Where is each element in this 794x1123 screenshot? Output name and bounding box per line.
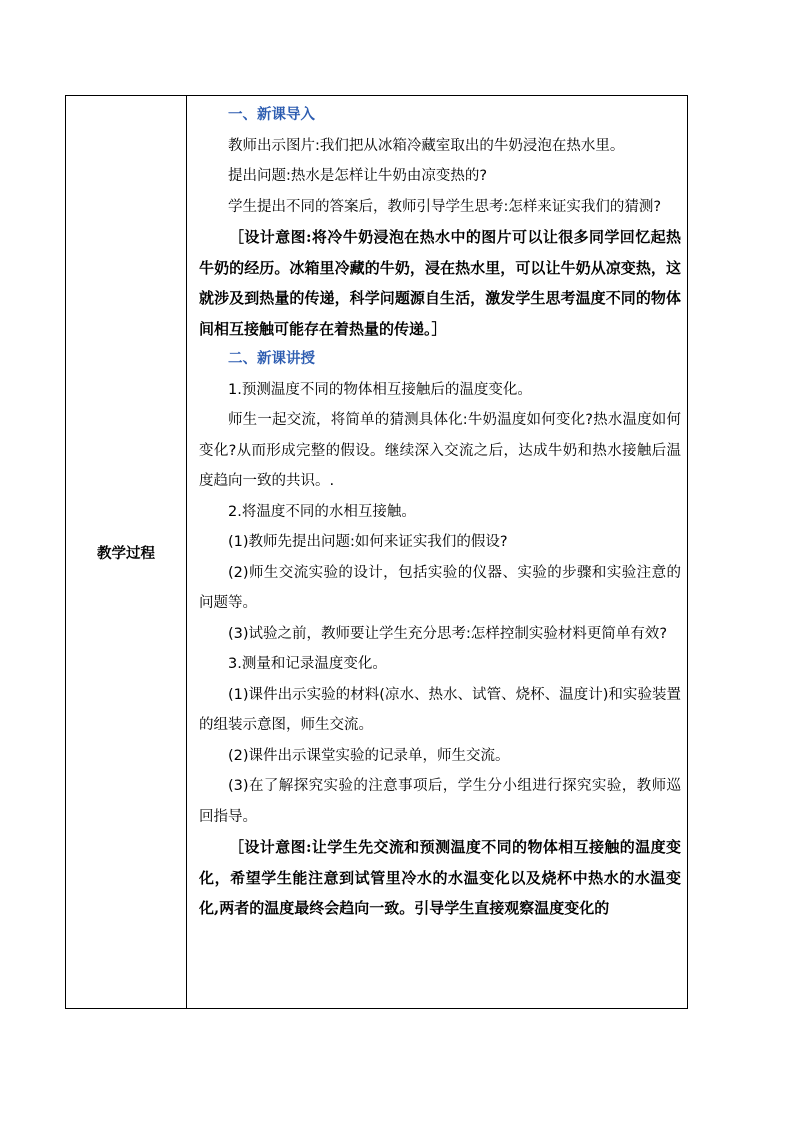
paragraph: (2)师生交流实验的设计，包括实验的仪器、实验的步骤和实验注意的问题等。	[199, 564, 681, 611]
section-heading: 一、新课导入	[228, 107, 315, 123]
paragraph: 1.预测温度不同的物体相互接触后的温度变化。	[228, 381, 532, 398]
paragraph: 师生一起交流，将简单的猜测具体化:牛奶温度如何变化?热水温度如何变化?从而形成完整的假设。继续深入交流之后，达成牛奶和热水接触后温度趋向一致的共识。.	[199, 412, 681, 489]
row-label: 教学过程	[97, 545, 155, 562]
paragraph: 教师出示图片:我们把从冰箱冷藏室取出的牛奶浸泡在热水里。	[228, 137, 625, 154]
paragraph: 学生提出不同的答案后，教师引导学生思考:怎样来证实我们的猜测?	[228, 198, 662, 215]
lesson-table	[65, 95, 688, 1009]
row-label-cell	[66, 96, 187, 1009]
paragraph: 2.将温度不同的水相互接触。	[228, 503, 416, 520]
paragraph: (3)在了解探究实验的注意事项后，学生分小组进行探究实验，教师巡回指导。	[199, 778, 681, 825]
content-body	[187, 96, 687, 924]
section-heading: 二、新课讲授	[228, 351, 315, 367]
paragraph: 提出问题:热水是怎样让牛奶由凉变热的?	[228, 168, 488, 184]
paragraph: (1)课件出示实验的材料(凉水、热水、试管、烧杯、温度计)和实验装置的组装示意图，师生交流。	[199, 686, 681, 733]
paragraph: 3.测量和记录温度变化。	[228, 656, 387, 672]
content-cell	[187, 96, 688, 1009]
design-intent-paragraph: ［设计意图:将冷牛奶浸泡在热水中的图片可以让很多同学回忆起热牛奶的经历。冰箱里冷藏的牛奶，浸在热水里，可以让牛奶从凉变热，这就涉及到热量的传递，科学问题源自生活，激发学生思考温度不同的物体间相互接触可能存在着热量的传递。］	[199, 228, 681, 338]
paragraph: (2)课件出示课堂实验的记录单，师生交流。	[228, 747, 510, 764]
design-intent-paragraph: ［设计意图:让学生先交流和预测温度不同的物体相互接触的温度变化，希望学生能注意到试管里冷水的水温变化以及烧杯中热水的水温变化,两者的温度最终会趋向一致。引导学生直接观察温度变化的	[199, 838, 681, 917]
paragraph: (1)教师先提出问题:如何来证实我们的假设?	[228, 534, 508, 550]
paragraph: (3)试验之前，教师要让学生充分思考:怎样控制实验材料更简单有效?	[228, 625, 668, 642]
